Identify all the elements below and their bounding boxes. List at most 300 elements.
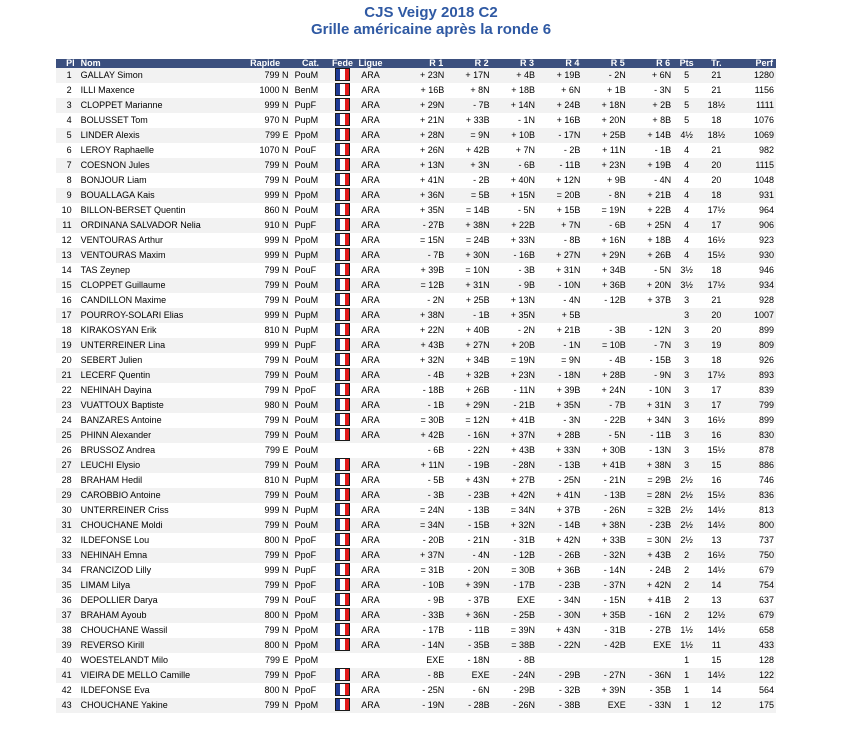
round-6-result: - 3N [628,83,673,98]
player-category: BenM [291,83,331,98]
round-4-result: - 26B [537,548,582,563]
player-category: PupM [291,308,331,323]
player-tiebreak: 11 [700,638,732,653]
france-flag-icon [335,518,350,531]
player-performance: 830 [733,428,776,443]
round-2-result: - 2B [446,173,491,188]
france-flag-icon [335,413,350,426]
player-rating: 799 N [240,488,291,503]
round-5-result: + 9B [582,173,627,188]
france-flag-icon [335,428,350,441]
player-tiebreak: 17½ [700,278,732,293]
player-tiebreak: 17 [700,383,732,398]
player-rating: 799 N [240,158,291,173]
col-header-r6: R 6 [628,59,673,68]
france-flag-icon [335,128,350,141]
table-row [56,548,776,563]
table-row [56,593,776,608]
round-6-result: + 20N [628,278,673,293]
round-6-result: + 2B [628,98,673,113]
round-3-result: = 39N [492,623,537,638]
player-league: ARA [354,353,386,368]
player-tiebreak: 14½ [700,518,732,533]
round-1-result: = 12B [387,278,446,293]
round-3-result: + 41B [492,413,537,428]
round-3-result: = 19N [492,353,537,368]
player-place: 22 [56,383,78,398]
round-2-result: + 29N [446,398,491,413]
round-5-result: + 36B [582,278,627,293]
table-row [56,113,776,128]
player-name: LEROY Raphaelle [78,143,240,158]
round-5-result: + 1B [582,83,627,98]
col-header-r5: R 5 [582,59,627,68]
round-4-result: = 9N [537,353,582,368]
round-1-result: - 14N [387,638,446,653]
round-4-result: + 16B [537,113,582,128]
france-flag-icon [335,218,350,231]
player-place: 43 [56,698,78,713]
round-3-result: + 22B [492,218,537,233]
player-league: ARA [354,203,386,218]
player-federation [331,218,355,233]
round-3-result: + 10B [492,128,537,143]
round-1-result: - 27B [387,218,446,233]
round-5-result: EXE [582,698,627,713]
player-name: BOLUSSET Tom [78,113,240,128]
player-federation [331,533,355,548]
player-tiebreak: 20 [700,158,732,173]
round-2-result: - 37B [446,593,491,608]
round-3-result: - 11N [492,383,537,398]
player-name: NEHINAH Emna [78,548,240,563]
player-category: PouM [291,293,331,308]
round-4-result: + 42N [537,533,582,548]
player-points: 2 [673,608,700,623]
table-row [56,608,776,623]
round-5-result: - 22B [582,413,627,428]
player-federation [331,368,355,383]
player-category: PouM [291,368,331,383]
round-2-result: - 4N [446,548,491,563]
player-league: ARA [354,548,386,563]
round-4-result: - 11B [537,158,582,173]
france-flag-icon [335,233,350,246]
table-row [56,338,776,353]
player-league: ARA [354,263,386,278]
round-1-result: - 33B [387,608,446,623]
player-category: PupF [291,218,331,233]
table-row [56,668,776,683]
round-6-result: + 34N [628,413,673,428]
player-name: CHOUCHANE Wassil [78,623,240,638]
france-flag-icon [335,608,350,621]
round-2-result: + 27N [446,338,491,353]
player-federation [331,548,355,563]
round-6-result: - 11B [628,428,673,443]
round-2-result: + 36N [446,608,491,623]
player-place: 38 [56,623,78,638]
round-1-result: = 30B [387,413,446,428]
player-league: ARA [354,398,386,413]
round-4-result: - 22N [537,638,582,653]
player-federation [331,413,355,428]
player-name: NEHINAH Dayina [78,383,240,398]
france-flag-icon [335,338,350,351]
player-rating: 799 N [240,263,291,278]
player-points: 3 [673,428,700,443]
france-flag-icon [335,143,350,156]
player-name: KIRAKOSYAN Erik [78,323,240,338]
player-points: 3 [673,383,700,398]
round-6-result: = 32B [628,503,673,518]
player-federation [331,623,355,638]
round-4-result: - 32B [537,683,582,698]
table-row [56,473,776,488]
player-place: 19 [56,338,78,353]
player-points: 3 [673,398,700,413]
player-tiebreak: 15 [700,653,732,668]
round-3-result: - 26N [492,698,537,713]
round-4-result: - 30N [537,608,582,623]
player-place: 28 [56,473,78,488]
player-points: 3 [673,293,700,308]
player-rating: 799 N [240,173,291,188]
player-points: 4 [673,143,700,158]
round-5-result: - 5N [582,428,627,443]
player-tiebreak: 15½ [700,488,732,503]
player-tiebreak: 15½ [700,443,732,458]
table-row [56,128,776,143]
player-place: 32 [56,533,78,548]
player-league: ARA [354,128,386,143]
player-points: 5 [673,98,700,113]
player-tiebreak: 19 [700,338,732,353]
player-league: ARA [354,98,386,113]
player-points: 1½ [673,623,700,638]
round-4-result: + 36B [537,563,582,578]
round-4-result: - 17N [537,128,582,143]
player-rating: 799 N [240,518,291,533]
round-1-result: - 20B [387,533,446,548]
player-points: 1 [673,668,700,683]
round-3-result: - 28N [492,458,537,473]
round-6-result: + 21B [628,188,673,203]
round-3-result: - 17B [492,578,537,593]
player-tiebreak: 16½ [700,548,732,563]
table-row [56,443,776,458]
france-flag-icon [335,368,350,381]
round-2-result: - 20N [446,563,491,578]
player-federation [331,128,355,143]
player-points: 3 [673,443,700,458]
table-row [56,638,776,653]
page-header [0,4,842,38]
player-points: 1 [673,683,700,698]
player-federation [331,263,355,278]
table-row [56,233,776,248]
player-category: PouM [291,173,331,188]
player-performance: 564 [733,683,776,698]
round-1-result: + 38N [387,308,446,323]
round-3-result: + 14N [492,98,537,113]
table-row [56,293,776,308]
player-tiebreak: 12 [700,698,732,713]
round-2-result: + 3N [446,158,491,173]
round-6-result: + 14B [628,128,673,143]
france-flag-icon [335,263,350,276]
player-category: PpoF [291,578,331,593]
round-1-result: + 11N [387,458,446,473]
round-4-result: - 8B [537,233,582,248]
player-performance: 175 [733,698,776,713]
player-category: PouM [291,278,331,293]
col-header-fede: Fede [331,58,353,68]
round-6-result: + 41B [628,593,673,608]
col-header-cat: Cat. [291,59,331,68]
table-row [56,458,776,473]
round-1-result: + 26N [387,143,446,158]
player-tiebreak: 18 [700,113,732,128]
round-3-result: - 24N [492,668,537,683]
player-tiebreak: 18 [700,353,732,368]
player-category: PpoF [291,683,331,698]
round-3-result: - 6B [492,158,537,173]
results-table [56,59,776,713]
player-name: LIMAM Lilya [78,578,240,593]
round-5-result: - 13B [582,488,627,503]
player-tiebreak: 17½ [700,368,732,383]
player-place: 26 [56,443,78,458]
player-place: 5 [56,128,78,143]
player-rating: 999 N [240,338,291,353]
player-league: ARA [354,323,386,338]
france-flag-icon [335,248,350,261]
player-performance: 809 [733,338,776,353]
round-3-result: - 9B [492,278,537,293]
player-tiebreak: 21 [700,293,732,308]
player-place: 20 [56,353,78,368]
player-rating: 800 N [240,608,291,623]
player-category: PouM [291,203,331,218]
col-header-pts: Pts [673,59,700,68]
round-5-result: - 14N [582,563,627,578]
round-6-result: - 10N [628,383,673,398]
player-name: VENTOURAS Arthur [78,233,240,248]
player-place: 40 [56,653,78,668]
player-performance: 946 [733,263,776,278]
player-performance: 964 [733,203,776,218]
round-2-result: EXE [446,668,491,683]
france-flag-icon [335,398,350,411]
player-name: CHOUCHANE Moldi [78,518,240,533]
player-points: 2½ [673,503,700,518]
player-league: ARA [354,293,386,308]
player-tiebreak: 21 [700,143,732,158]
round-4-result: + 12N [537,173,582,188]
player-tiebreak: 15½ [700,248,732,263]
player-name: ILDEFONSE Eva [78,683,240,698]
player-performance: 1280 [733,68,776,83]
round-3-result: - 2N [492,323,537,338]
player-place: 29 [56,488,78,503]
player-category: PouF [291,263,331,278]
table-row [56,533,776,548]
player-name: BONJOUR Liam [78,173,240,188]
table-row [56,278,776,293]
player-federation [331,158,355,173]
france-flag-icon [335,158,350,171]
round-3-result: + 37N [492,428,537,443]
round-4-result: + 35N [537,398,582,413]
round-5-result: - 42B [582,638,627,653]
france-flag-icon [335,668,350,681]
france-flag-icon [335,458,350,471]
round-2-result: - 1B [446,308,491,323]
france-flag-icon [335,383,350,396]
round-3-result: + 20B [492,338,537,353]
player-category: PupM [291,323,331,338]
player-category: PpoF [291,533,331,548]
france-flag-icon [335,548,350,561]
round-6-result: + 26B [628,248,673,263]
player-federation [331,353,355,368]
round-1-result: - 8B [387,668,446,683]
round-1-result: + 42B [387,428,446,443]
player-category: PpoM [291,698,331,713]
round-5-result: + 41B [582,458,627,473]
round-2-result: = 14B [446,203,491,218]
player-federation [331,428,355,443]
player-rating: 799 N [240,68,291,83]
player-tiebreak: 16 [700,428,732,443]
player-performance: 1111 [733,98,776,113]
round-5-result: - 8N [582,188,627,203]
player-performance: 1007 [733,308,776,323]
player-league: ARA [354,143,386,158]
table-row [56,158,776,173]
player-rating: 999 N [240,188,291,203]
round-5-result: - 3B [582,323,627,338]
france-flag-icon [335,308,350,321]
player-federation [331,233,355,248]
player-place: 14 [56,263,78,278]
player-performance: 679 [733,563,776,578]
player-league: ARA [354,368,386,383]
table-row [56,308,776,323]
round-4-result: + 28B [537,428,582,443]
round-5-result: + 35B [582,608,627,623]
player-rating: 799 E [240,443,291,458]
col-header-nom: Nom [78,59,240,68]
page-subtitle: Grille américaine après la ronde 6 [310,21,552,38]
round-1-result: + 23N [387,68,446,83]
france-flag-icon [335,488,350,501]
round-1-result: - 3B [387,488,446,503]
player-name: VENTOURAS Maxim [78,248,240,263]
player-category: PouM [291,353,331,368]
round-3-result: + 15N [492,188,537,203]
round-5-result: + 24N [582,383,627,398]
player-name: CLOPPET Guillaume [78,278,240,293]
player-points: 4½ [673,128,700,143]
round-1-result: EXE [387,653,446,668]
player-category: PouM [291,518,331,533]
player-league: ARA [354,608,386,623]
france-flag-icon [335,533,350,546]
round-1-result: + 16B [387,83,446,98]
player-place: 16 [56,293,78,308]
france-flag-icon [335,623,350,636]
player-category: PupM [291,248,331,263]
player-performance: 1048 [733,173,776,188]
round-6-result [628,653,673,668]
france-flag-icon [335,278,350,291]
player-performance: 899 [733,413,776,428]
player-tiebreak: 18½ [700,98,732,113]
player-rating: 910 N [240,218,291,233]
player-federation [331,638,355,653]
france-flag-icon [335,83,350,96]
round-3-result: - 21B [492,398,537,413]
player-category: PpoM [291,653,331,668]
round-1-result: + 29N [387,98,446,113]
player-name: SEBERT Julien [78,353,240,368]
player-place: 21 [56,368,78,383]
player-performance: 931 [733,188,776,203]
france-flag-icon [335,638,350,651]
player-name: BOUALLAGA Kais [78,188,240,203]
player-league: ARA [354,668,386,683]
round-5-result: = 19N [582,203,627,218]
round-2-result: - 6N [446,683,491,698]
player-rating: 799 N [240,593,291,608]
round-3-result: - 3B [492,263,537,278]
player-rating: 799 N [240,623,291,638]
round-1-result: - 7B [387,248,446,263]
player-place: 24 [56,413,78,428]
round-2-result: - 28B [446,698,491,713]
player-rating: 860 N [240,203,291,218]
player-rating: 799 N [240,368,291,383]
player-name: ORDINANA SALVADOR Nelia [78,218,240,233]
france-flag-icon [335,98,350,111]
table-body [56,68,776,713]
player-performance: 679 [733,608,776,623]
table-row [56,323,776,338]
round-6-result: - 23B [628,518,673,533]
round-6-result: - 9N [628,368,673,383]
player-category: PupM [291,473,331,488]
player-rating: 799 N [240,278,291,293]
player-name: FRANCIZOD Lilly [78,563,240,578]
player-rating: 970 N [240,113,291,128]
round-1-result: = 15N [387,233,446,248]
round-5-result: + 20N [582,113,627,128]
player-rating: 799 E [240,128,291,143]
round-3-result: - 8B [492,653,537,668]
round-1-result: - 1B [387,398,446,413]
round-2-result: + 40B [446,323,491,338]
player-category: PouM [291,428,331,443]
player-federation [331,188,355,203]
player-points: 3 [673,308,700,323]
player-league: ARA [354,338,386,353]
player-federation [331,248,355,263]
round-3-result: + 13N [492,293,537,308]
player-category: PupF [291,563,331,578]
player-points: 4 [673,248,700,263]
